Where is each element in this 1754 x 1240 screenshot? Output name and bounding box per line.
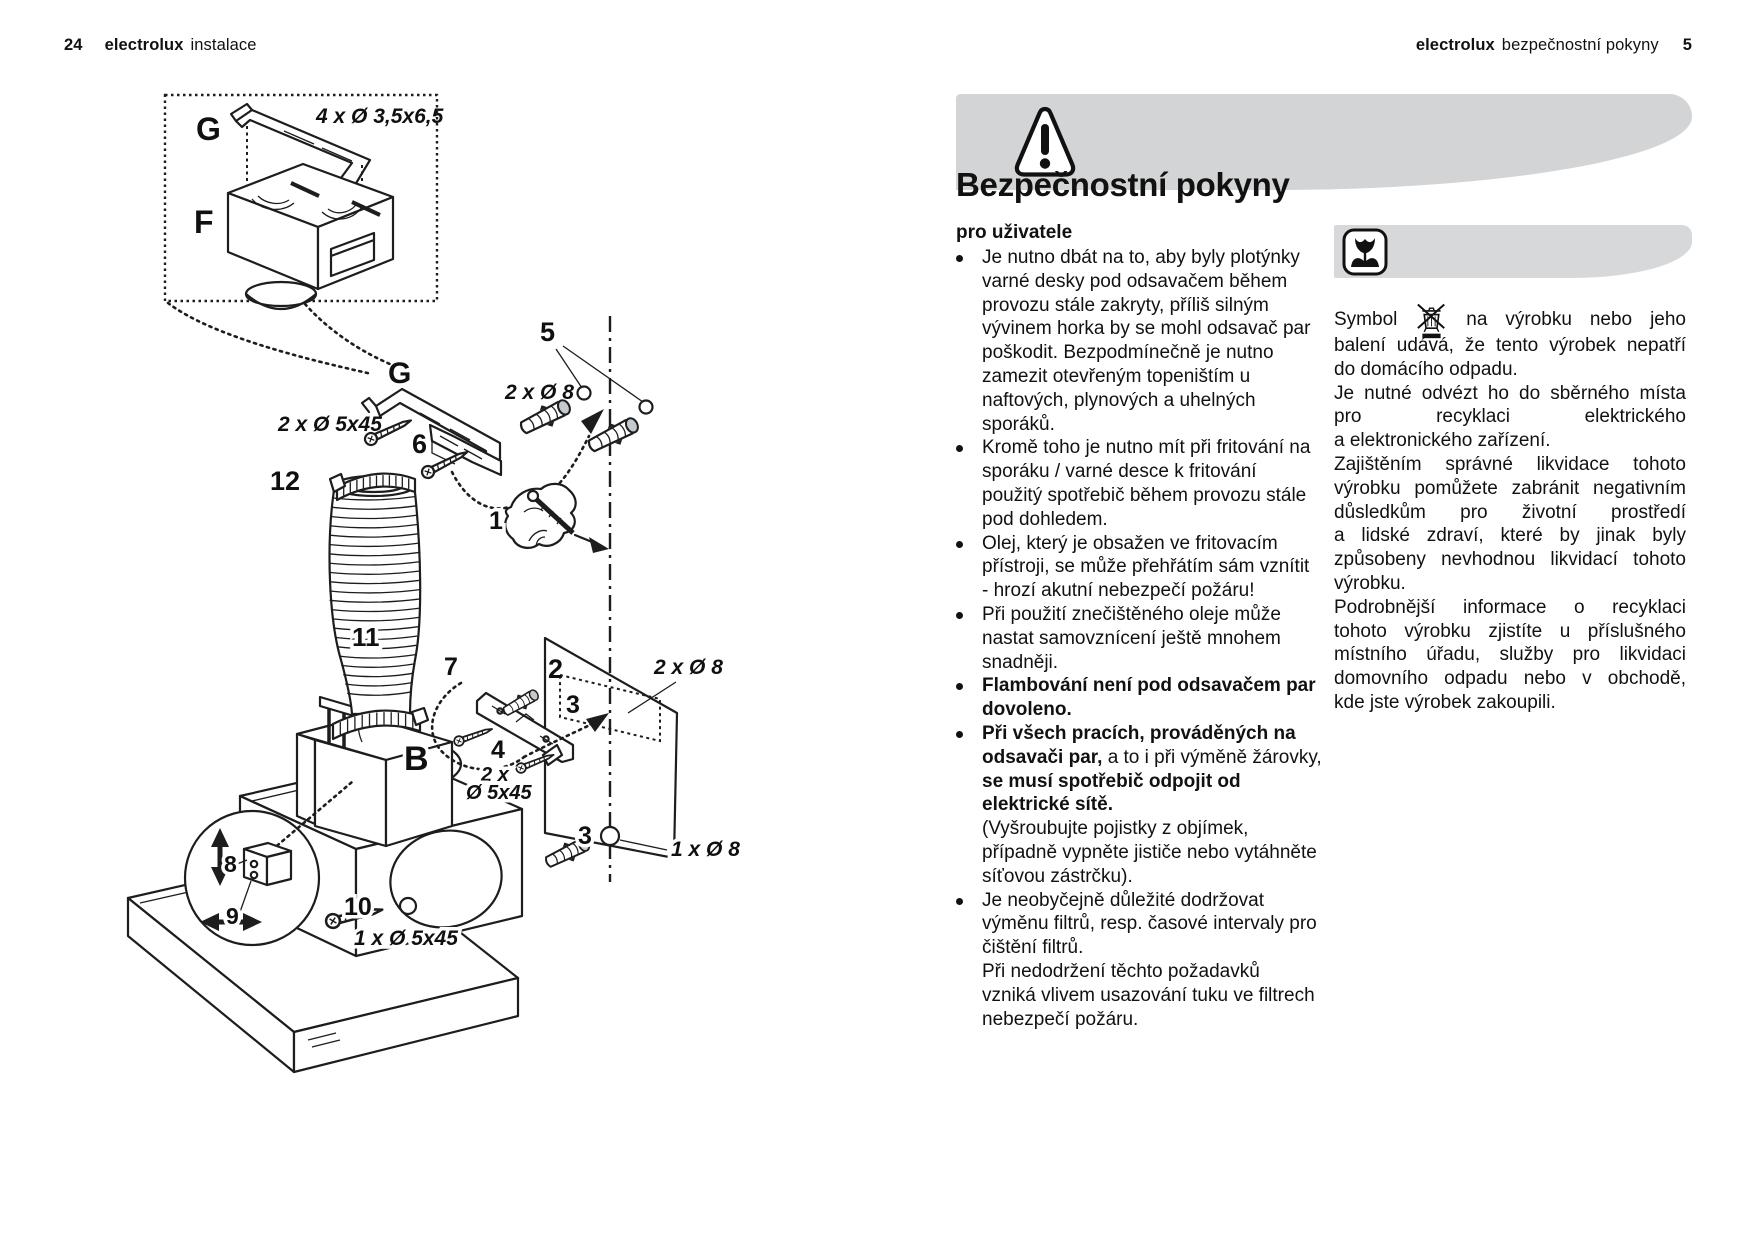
page-number-left: 24 [64, 36, 83, 54]
drill-hole [640, 401, 653, 414]
text-line: elektrické sítě. [982, 794, 1113, 816]
screw [453, 724, 494, 747]
text-line: pod dohledem. [982, 508, 1108, 530]
safety-instructions-column [956, 246, 1322, 1031]
section-subtitle: pro uživatele [956, 222, 1073, 243]
text-line: Olej, který je obsažen ve fritovacím [982, 532, 1278, 554]
leader-dotted-right [305, 304, 390, 364]
label-dim-screws-top: 2 x Ø 5x45 [278, 413, 382, 436]
recycling-column [1334, 308, 1686, 715]
text-line: - hrozí akutní nebezpečí požáru! [982, 580, 1255, 602]
label-dim-inset: 4 x Ø 3,5x6,5 [316, 105, 444, 128]
section-name-right: bezpečnostní pokyny [1501, 36, 1659, 54]
arrow-icon [581, 409, 604, 434]
text-line: Zajištěním správné likvidace tohoto [1334, 453, 1686, 475]
flexible-exhaust-hose [329, 476, 421, 714]
label-11: 11 [352, 622, 380, 652]
label-3-top: 3 [566, 691, 580, 719]
text-line: nastat samovznícení ještě mnohem [982, 627, 1281, 649]
bullet-marker-icon [956, 603, 982, 674]
text-line: použitý spotřebič během provozu stále [982, 484, 1307, 506]
label-g: G [388, 357, 412, 390]
text-line: důsledkům pro životní prostředí [1334, 501, 1686, 523]
label-2: 2 [548, 654, 564, 684]
text-line: sporáků. [982, 413, 1055, 435]
page-number-right: 5 [1682, 36, 1692, 54]
label-dim-plugs-right: 2 x Ø 8 [654, 656, 723, 679]
text-line: čištění filtrů. [982, 937, 1084, 959]
text-line: pro recyklaci elektrického [1334, 406, 1686, 428]
text-line: výrobku pomůžete zabránit negativním [1334, 477, 1686, 499]
text-line: Flambování není pod odsavačem par [982, 675, 1316, 697]
label-b: B [404, 740, 429, 778]
label-3-bottom: 3 [578, 822, 592, 850]
environment-banner [1334, 225, 1692, 278]
text-line: Je neobyčejně důležité dodržovat [982, 889, 1265, 911]
text-line: kde jste výrobek zakoupili. [1334, 691, 1556, 713]
bullet-item [956, 246, 1311, 436]
label-dim-screw-bottom: 1 x Ø 5x45 [354, 927, 458, 950]
hand-with-screw [505, 484, 609, 553]
label-9: 9 [226, 903, 239, 929]
label-dim-screws-mid-1: 2 x [481, 764, 509, 786]
label-8: 8 [224, 851, 237, 877]
bullet-item [956, 603, 1308, 674]
brand-name: electrolux [104, 36, 184, 54]
bullet-item [956, 889, 1317, 960]
text-line: (Vyšroubujte pojistky z objímek, [982, 818, 1249, 840]
bullet-item [956, 532, 1308, 603]
header-right [1416, 36, 1692, 55]
label-dim-plugs-top: 2 x Ø 8 [505, 381, 574, 404]
text-line: nebezpečí požáru. [982, 1008, 1139, 1030]
text-line: odsavači par, a to i při výměně žárovky, [982, 746, 1322, 768]
text-line: domovního odpadu nebo v obchodě, [1334, 668, 1686, 690]
text-line: tohoto výrobku zjistíte u příslušného [1334, 620, 1686, 642]
drill-hole [601, 827, 619, 845]
dotted-path [452, 472, 509, 508]
bullet-marker-icon [956, 436, 982, 531]
label-dim-plug-bottom: 1 x Ø 8 [671, 838, 740, 861]
text-line: Při všech pracích, prováděných na [982, 722, 1296, 744]
text-line: vzniká vlivem usazování tuku ve filtrech [982, 984, 1315, 1006]
text-line: Symbol na výrobku nebo jeho [1334, 308, 1686, 334]
text-line: Je nutné odvézt ho do sběrného místa [1334, 382, 1686, 404]
air-deflector-f [228, 164, 393, 309]
text-line: výměnu filtrů, resp. časové intervaly pro [982, 913, 1317, 935]
leader-dotted-left [168, 303, 372, 374]
text-line: síťovou zástrčku). [982, 865, 1133, 887]
text-line: zamezit otevřeným topeništím u [982, 365, 1251, 387]
drill-hole [578, 387, 591, 400]
text-line: místního úřadu, služby pro likvidaci [1334, 644, 1686, 666]
text-line: dovoleno. [982, 699, 1072, 721]
text-line: varné desky pod odsavačem během [982, 270, 1288, 292]
text-line: sporáku / varné desce k fritování [982, 461, 1257, 483]
bullet-marker-icon [956, 889, 982, 960]
text-line: Při použití znečištěného oleje může [982, 603, 1281, 625]
page-title: Bezpečnostní pokyny [956, 166, 1290, 203]
text-line: Kromě toho je nutno mít při fritování na [982, 437, 1311, 459]
text-line: naftových, plynových a uhelných [982, 389, 1256, 411]
bullet-item [956, 436, 1311, 531]
bullet-marker-icon [956, 722, 982, 817]
label-1: 1 [489, 507, 503, 535]
paragraph [956, 817, 1317, 888]
bullet-item [956, 722, 1322, 817]
text-line: se musí spotřebič odpojit od [982, 770, 1241, 792]
label-12: 12 [270, 466, 301, 496]
brand-name: electrolux [1415, 36, 1495, 54]
bullet-marker-icon [956, 674, 982, 722]
bullet-item [956, 674, 1316, 722]
text-line: do domácího odpadu. [1334, 358, 1518, 380]
text-line: Je nutno dbát na to, aby byly plotýnky [982, 247, 1300, 268]
paragraph [956, 960, 1315, 1031]
section-name-left: instalace [190, 36, 257, 54]
flower-tulip-icon [1342, 228, 1388, 276]
label-f: F [194, 204, 214, 240]
text-line: případně vypněte jističe nebo vytáhněte [982, 841, 1317, 863]
label-6: 6 [412, 429, 428, 459]
text-line: poškodit. Bezpodmínečně je nutno [982, 342, 1274, 364]
label-7: 7 [444, 653, 458, 681]
text-line: balení udává, že tento výrobek nepatří [1334, 335, 1686, 356]
label-10: 10 [344, 893, 372, 921]
text-line: a elektronického zařízení. [1334, 430, 1551, 452]
label-dim-screws-mid-2: Ø 5x45 [466, 782, 532, 804]
label-4: 4 [491, 736, 505, 764]
arrow-icon [589, 537, 609, 553]
text-line: způsobeny nevhodnou likvidací tohoto [1334, 549, 1686, 571]
text-line: výrobku. [1334, 572, 1406, 594]
text-line: přístroji, se může přehřátím sám vznítit [982, 556, 1310, 578]
text-line: provozu stále zakryty, příliš silným [982, 294, 1269, 316]
label-g-inset: G [196, 111, 221, 147]
label-5: 5 [540, 317, 556, 347]
text-line: vývinem horka by se mohl odsavač par [982, 318, 1311, 340]
bullet-marker-icon [956, 246, 982, 436]
text-line: a lidské zdraví, které by jinak byly [1334, 525, 1686, 547]
text-line: snadněji. [982, 651, 1059, 673]
text-line: Při nedodržení těchto požadavků [982, 960, 1260, 982]
text-line: Podrobnější informace o recyklaci [1334, 596, 1686, 618]
bullet-marker-icon [956, 532, 982, 603]
